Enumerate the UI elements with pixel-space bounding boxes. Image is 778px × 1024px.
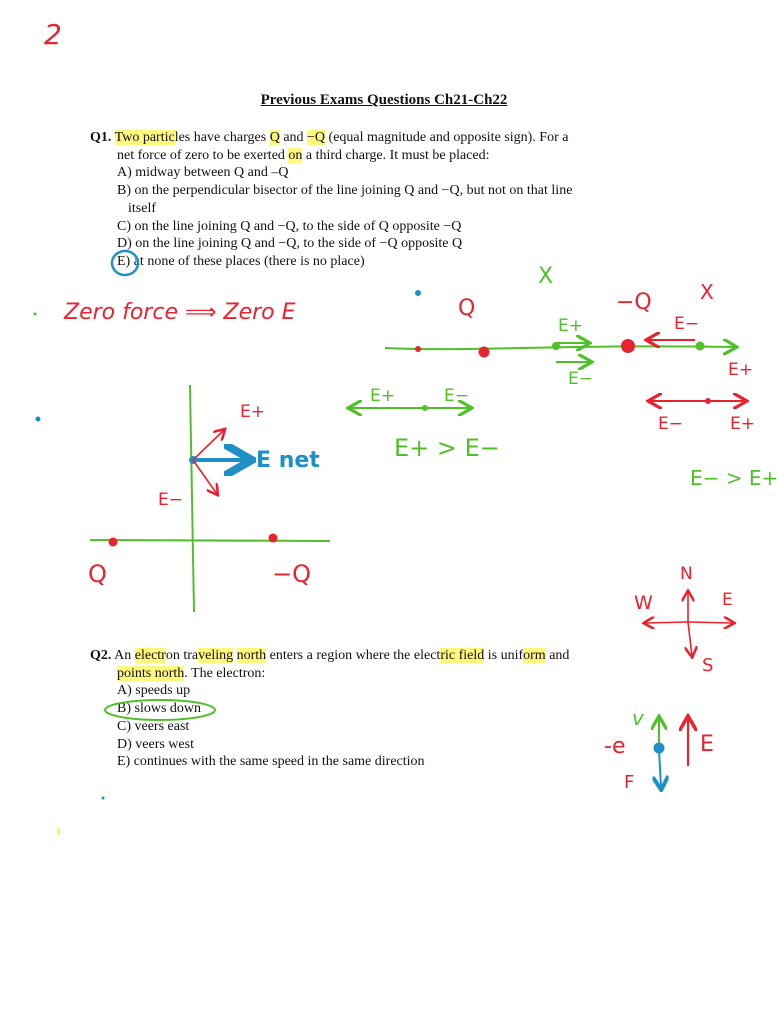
stray-dot xyxy=(36,417,41,422)
question-text: net force of zero to be exerted xyxy=(117,147,289,163)
charge-q xyxy=(479,347,490,358)
x-mark: X xyxy=(700,280,714,304)
label-q: Q xyxy=(458,296,476,321)
option-b: B) slows down xyxy=(117,701,202,717)
compass-arrow-e xyxy=(688,622,733,623)
label-e-minus: E− xyxy=(658,414,683,434)
arrow xyxy=(193,430,224,460)
highlight: north xyxy=(236,648,267,663)
question-text: An xyxy=(114,648,135,663)
question-text: on tra xyxy=(165,648,199,663)
stray-dot xyxy=(34,313,37,316)
test-point xyxy=(422,405,428,411)
option-e: E) at none of these places (there is no place) xyxy=(117,253,365,269)
charge-point xyxy=(415,346,421,352)
option-c: C) veers east xyxy=(117,718,190,734)
charge-axis-line xyxy=(385,346,735,349)
question-text: is unif xyxy=(484,648,524,663)
highlight: points north xyxy=(117,665,185,681)
option-a: A) midway between Q and –Q xyxy=(117,165,289,181)
label-velocity: v xyxy=(632,706,644,730)
charge-mq xyxy=(269,534,278,543)
label-e-plus: E+ xyxy=(240,402,265,422)
x-mark: X xyxy=(538,264,554,289)
option-a: A) speeds up xyxy=(117,683,191,699)
question-text: and xyxy=(545,648,570,663)
answer-circle xyxy=(112,251,138,275)
question-text: les have charges xyxy=(174,130,270,145)
label-q: Q xyxy=(88,560,107,588)
arrow xyxy=(193,460,217,494)
question-text: a third charge. It must be placed: xyxy=(302,147,490,163)
highlight: ric field xyxy=(440,648,485,663)
label-mq: −Q xyxy=(616,290,652,315)
bisector-line xyxy=(190,385,194,612)
charge-axis-line xyxy=(90,540,330,541)
force-arrow xyxy=(659,750,661,786)
page-title: Previous Exams Questions Ch21-Ch22 xyxy=(260,92,508,108)
question-text: and xyxy=(279,130,308,145)
label-e-minus: E− xyxy=(568,369,593,389)
test-point xyxy=(696,342,705,351)
question-label: Q2. xyxy=(90,648,112,663)
highlight: veling xyxy=(198,648,234,663)
option-b: B) on the perpendicular bisector of the line joining Q and −Q, but not on that line xyxy=(117,183,573,199)
option-d: D) on the line joining Q and −Q, to the side of −Q opposite Q xyxy=(117,236,463,252)
question-label: Q1. xyxy=(90,130,112,145)
highlight: orm xyxy=(523,648,546,663)
highlight: Two partic xyxy=(114,130,175,145)
label-e-minus: E− xyxy=(444,386,469,406)
question-text: (equal magnitude and opposite sign). For a xyxy=(325,130,569,145)
label-e-plus: E+ xyxy=(558,316,583,336)
label-e-plus: E+ xyxy=(730,414,755,434)
stray-dot xyxy=(415,290,421,296)
compass-w: W xyxy=(634,592,653,614)
highlight: Q xyxy=(269,130,280,145)
compass-e: E xyxy=(722,590,733,610)
label-e-plus: E+ xyxy=(370,386,395,406)
comparison-note: E+ > E− xyxy=(394,434,500,462)
comparison-note: E− > E+ xyxy=(690,466,778,490)
label-e-minus: E− xyxy=(674,314,699,334)
zero-force-note: Zero force ⟹ Zero E xyxy=(64,300,296,325)
question-text: . The electron: xyxy=(184,665,266,681)
question-text: enters a region where the elect xyxy=(266,648,441,663)
charge-mq xyxy=(621,339,635,353)
label-mq: −Q xyxy=(272,560,311,588)
page-number: 2 xyxy=(44,18,62,51)
label-field: E xyxy=(700,732,714,757)
highlight: −Q xyxy=(307,130,326,145)
electron-dot xyxy=(654,743,665,754)
answer-oval xyxy=(105,700,215,720)
label-e-plus: E+ xyxy=(728,360,753,380)
compass-arrow-w xyxy=(645,622,688,623)
option-e: E) continues with the same speed in the same direction xyxy=(117,754,425,770)
charge-q xyxy=(109,538,118,547)
label-electron: -e xyxy=(604,734,626,759)
stray-mark xyxy=(57,828,60,835)
compass-s: S xyxy=(702,655,714,676)
highlight: on xyxy=(288,147,303,163)
stray-dot xyxy=(102,797,105,800)
test-point xyxy=(705,398,711,404)
highlight: electr xyxy=(134,648,166,663)
label-e-minus: E− xyxy=(158,490,183,510)
option-b-cont: itself xyxy=(128,200,156,216)
compass-n: N xyxy=(680,564,693,584)
compass-arrow-s xyxy=(688,622,692,656)
option-d: D) veers west xyxy=(117,736,194,752)
option-c: C) on the line joining Q and −Q, to the side of Q opposite −Q xyxy=(117,218,462,234)
label-e-net: E net xyxy=(256,448,320,473)
label-force: F xyxy=(624,772,635,793)
